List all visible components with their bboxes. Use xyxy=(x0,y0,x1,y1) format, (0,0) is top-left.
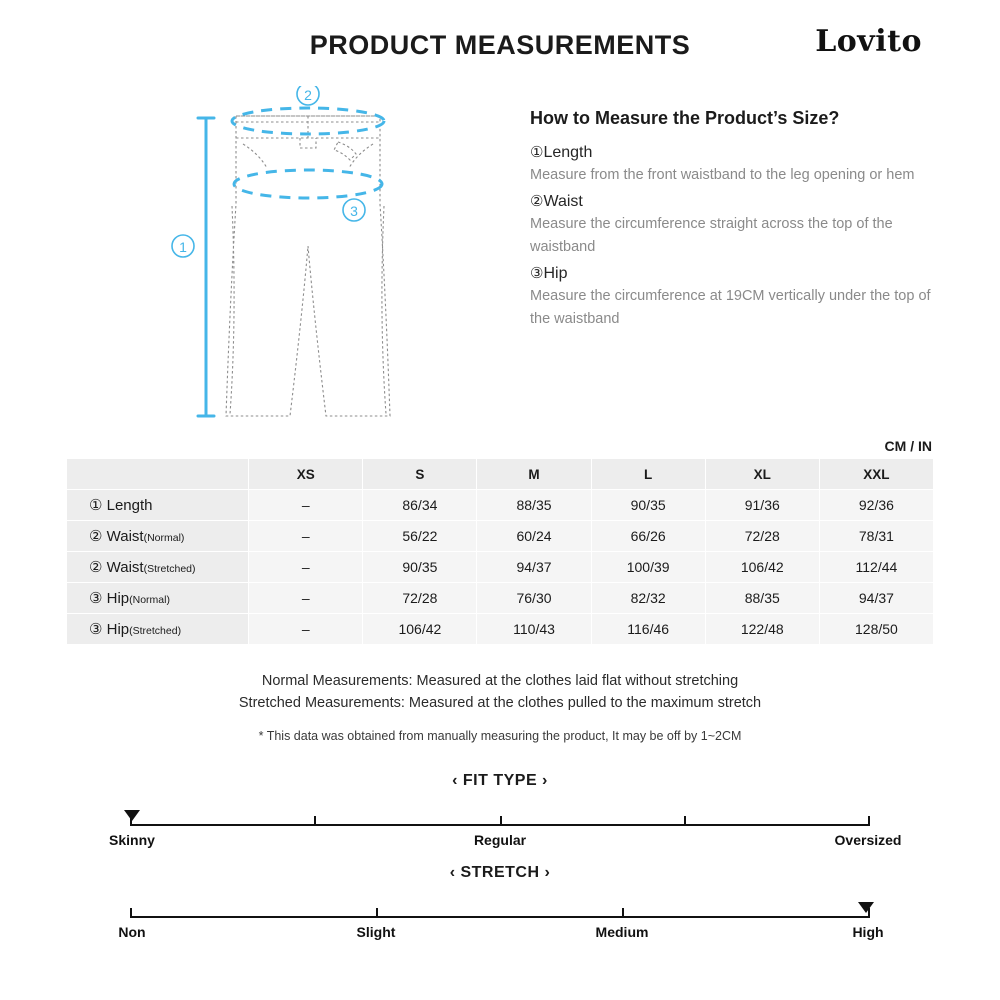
cell-hipn-s: 72/28 xyxy=(363,583,477,614)
svg-text:3: 3 xyxy=(350,203,358,219)
measurement-notes xyxy=(0,670,1000,743)
measure-item-waist xyxy=(530,192,950,211)
stretch-axis-line xyxy=(130,916,870,918)
fit-type-axis xyxy=(109,802,902,848)
fit-tick-4 xyxy=(868,816,870,825)
cell-waistn-xxl: 78/31 xyxy=(819,521,933,552)
cell-waists-m: 94/37 xyxy=(477,552,591,583)
cell-length-xl: 91/36 xyxy=(705,490,819,521)
stretch-label-high: High xyxy=(852,924,884,940)
stretch-axis xyxy=(118,894,884,940)
length-name: Length xyxy=(543,144,593,161)
stretch-tick-1 xyxy=(376,908,378,917)
cell-waists-xs: – xyxy=(249,552,363,583)
note-stretched: Stretched Measurements: Measured at the clothes pulled to the maximum stretch xyxy=(238,695,762,712)
waist-description: Measure the circumference straight across the top of the waistband xyxy=(530,216,893,255)
header xyxy=(0,0,1000,86)
column-header-s: S xyxy=(363,459,477,490)
size-table xyxy=(66,458,934,645)
row-label: Hip xyxy=(106,621,130,638)
stretch-tick-2 xyxy=(622,908,624,917)
cell-waists-xl: 106/42 xyxy=(705,552,819,583)
top-section xyxy=(0,86,1000,431)
unit-label: CM / IN xyxy=(884,438,932,454)
cell-waists-l: 100/39 xyxy=(591,552,705,583)
cell-length-xxl: 92/36 xyxy=(819,490,933,521)
how-to-heading: How to Measure the Product’s Size? xyxy=(530,108,840,128)
column-header-xxl: XXL xyxy=(819,459,933,490)
cell-length-s: 86/34 xyxy=(363,490,477,521)
row-header-length xyxy=(67,490,249,521)
page-title: PRODUCT MEASUREMENTS xyxy=(309,30,691,60)
cell-length-m: 88/35 xyxy=(477,490,591,521)
cell-hipn-xxl: 94/37 xyxy=(819,583,933,614)
fit-label-oversized: Oversized xyxy=(834,832,902,848)
table-row xyxy=(67,583,934,614)
stretch-label-medium: Medium xyxy=(595,924,649,940)
row-label: Waist xyxy=(106,528,144,545)
cell-waists-xxl: 112/44 xyxy=(819,552,933,583)
cell-hips-l: 116/46 xyxy=(591,614,705,645)
column-header-xs: XS xyxy=(249,459,363,490)
cell-length-l: 90/35 xyxy=(591,490,705,521)
fit-type-scale xyxy=(0,772,1000,848)
note-normal: Normal Measurements: Measured at the clothes laid flat without stretching xyxy=(261,673,739,689)
table-row xyxy=(67,521,934,552)
cell-waistn-m: 60/24 xyxy=(477,521,591,552)
cell-hips-xl: 122/48 xyxy=(705,614,819,645)
row-header-hip-normal xyxy=(67,583,249,614)
length-description: Measure from the front waistband to the leg opening or hem xyxy=(530,167,915,183)
cell-hipn-xl: 88/35 xyxy=(705,583,819,614)
row-marker-icon: ① xyxy=(89,497,103,514)
row-header-waist-normal xyxy=(67,521,249,552)
stretch-scale xyxy=(0,864,1000,940)
stretch-selected-marker-icon xyxy=(858,902,874,913)
row-label: Hip xyxy=(106,590,130,607)
row-marker-icon: ③ xyxy=(89,590,103,607)
fit-tick-1 xyxy=(314,816,316,825)
table-row xyxy=(67,490,934,521)
cell-hips-xxl: 128/50 xyxy=(819,614,933,645)
stretch-label-non: Non xyxy=(118,924,146,940)
svg-text:2: 2 xyxy=(304,87,312,103)
stretch-title: ‹ STRETCH › xyxy=(449,864,551,881)
column-header-m: M xyxy=(477,459,591,490)
cell-hipn-l: 82/32 xyxy=(591,583,705,614)
fit-label-skinny: Skinny xyxy=(109,832,155,848)
cell-waists-s: 90/35 xyxy=(363,552,477,583)
table-header-row xyxy=(67,459,934,490)
cell-waistn-l: 66/26 xyxy=(591,521,705,552)
waist-name: Waist xyxy=(543,193,583,211)
pants-diagram xyxy=(140,86,520,431)
row-header-waist-stretched xyxy=(67,552,249,583)
row-label: Length xyxy=(106,497,153,514)
row-marker-icon: ③ xyxy=(89,621,103,638)
table-row xyxy=(67,614,934,645)
brand-logo: Lovito xyxy=(815,24,922,59)
table-row xyxy=(67,552,934,583)
table-corner-cell xyxy=(67,459,249,490)
row-marker-icon: ② xyxy=(89,528,103,545)
cell-hipn-m: 76/30 xyxy=(477,583,591,614)
cell-hipn-xs: – xyxy=(249,583,363,614)
hip-name: Hip xyxy=(543,265,568,283)
note-disclaimer: * This data was obtained from manually measuring the product, It may be off by 1~2CM xyxy=(258,728,742,743)
measure-item-length xyxy=(530,143,950,162)
row-header-hip-stretched xyxy=(67,614,249,645)
stretch-tick-0 xyxy=(130,908,132,917)
row-marker-icon: ② xyxy=(89,559,103,576)
fit-label-regular: Regular xyxy=(473,832,527,848)
column-header-xl: XL xyxy=(705,459,819,490)
measure-item-hip xyxy=(530,264,950,283)
hip-marker-icon: ③ xyxy=(530,265,544,283)
fit-tick-3 xyxy=(684,816,686,825)
cell-hips-s: 106/42 xyxy=(363,614,477,645)
how-to-measure xyxy=(530,108,950,336)
cell-length-xs: – xyxy=(249,490,363,521)
hip-description: Measure the circumference at 19CM vertically under the top of the waistband xyxy=(530,288,931,327)
row-label: Waist xyxy=(106,559,144,576)
fit-selected-marker-icon xyxy=(124,810,140,821)
length-marker-icon: ① xyxy=(530,144,544,161)
row-sublabel: (Normal) xyxy=(143,532,185,544)
cell-waistn-xs: – xyxy=(249,521,363,552)
cell-waistn-s: 56/22 xyxy=(363,521,477,552)
cell-hips-xs: – xyxy=(249,614,363,645)
row-sublabel: (Stretched) xyxy=(143,563,196,575)
waist-marker-icon: ② xyxy=(530,193,544,211)
row-sublabel: (Normal) xyxy=(129,594,170,606)
row-sublabel: (Stretched) xyxy=(129,625,182,637)
column-header-l: L xyxy=(591,459,705,490)
fit-type-title: ‹ FIT TYPE › xyxy=(452,772,548,789)
stretch-label-slight: Slight xyxy=(356,924,396,940)
fit-tick-2 xyxy=(500,816,502,825)
svg-text:1: 1 xyxy=(179,239,187,255)
cell-hips-m: 110/43 xyxy=(477,614,591,645)
cell-waistn-xl: 72/28 xyxy=(705,521,819,552)
